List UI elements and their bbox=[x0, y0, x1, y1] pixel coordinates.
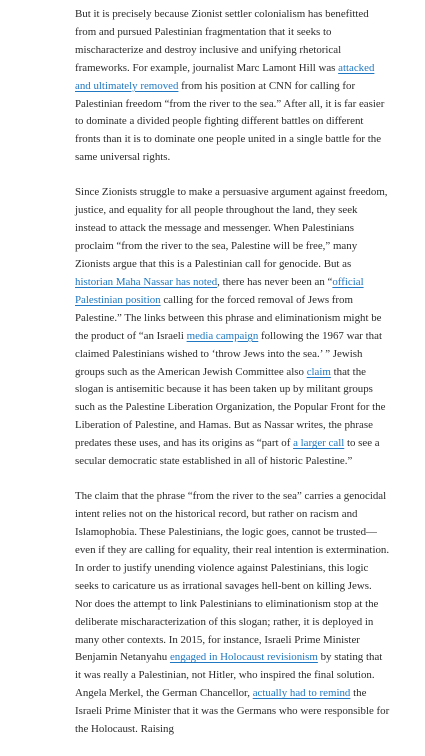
article-body bbox=[75, 6, 391, 756]
link-actually-had-to-remind[interactable]: actually had to remind bbox=[252, 687, 351, 700]
link-attacked-and-removed[interactable]: attacked and ultimately removed bbox=[75, 61, 375, 92]
text-segment: Since Zionists struggle to make a persuasive argument against freedom, justice, and equality for all people throughout the land, they seek instead to attack the message and messenger. When Palestinians proclaim “from the river to the sea, Palestine will be free,” many Zionists argue that this is a Palestinian call for genocide. But as bbox=[75, 186, 388, 271]
link-holocaust-revisionism[interactable]: engaged in Holocaust revisionism bbox=[169, 651, 318, 664]
text-segment: to see a secular democratic state established in all of historic Palestine.” bbox=[75, 437, 380, 468]
paragraph-1 bbox=[75, 6, 391, 167]
link-historian-maha-nassar[interactable]: historian Maha Nassar has noted bbox=[75, 275, 218, 288]
paragraph-3 bbox=[75, 488, 391, 739]
text-segment: by stating that it was really a Palestinian, not Hitler, who inspired the final solution. Angela Merkel, the German Chancellor, bbox=[75, 651, 383, 700]
text-segment: that the slogan is antisemitic because it has been taken up by militant groups such as the Palestine Liberation Organization, the Popular Front for the Liberation of Palestine, and Hamas. But as Nassar writes, the phrase predates these uses, and has its origins as “part of bbox=[75, 365, 386, 450]
text-segment: calling for the forced removal of Jews from Palestine.” The links between this phrase and eliminationism might be the product of “an Israeli bbox=[75, 293, 382, 342]
text-segment: , there has never been an “ bbox=[217, 275, 333, 288]
link-a-larger-call[interactable]: a larger call bbox=[293, 437, 345, 450]
link-claim[interactable]: claim bbox=[306, 365, 331, 378]
paragraph-2 bbox=[75, 184, 391, 471]
text-segment: following the 1967 war that claimed Palestinians wished to ‘throw Jews into the sea.’ ” Jewish groups such as the American Jewish Committee also bbox=[75, 329, 382, 378]
text-segment: The claim that the phrase “from the river to the sea” carries a genocidal intent relies not on the historical record, but rather on racism and Islamophobia. These Palestinians, the logic goes, cannot be trusted—even if they are calling for equality, their real intention is extermination. In order to justify unending violence against Palestinians, this logic seeks to caricature us as irrational savages hell-bent on killing Jews. Nor does the attempt to link Palestinians to eliminationism stop at the deliberate mischaracterization of this slogan; rather, it is deployed in many other contexts. In 2015, for instance, Israeli Prime Minister Benjamin Netanyahu bbox=[75, 490, 390, 664]
link-official-palestinian-position[interactable]: official Palestinian position bbox=[75, 275, 364, 306]
text-segment: But it is precisely because Zionist settler colonialism has benefitted from and pursued Palestinian fragmentation that it seeks to mischaracterize and destroy inclusive and unifying rhetorical frameworks. For example, journalist Marc Lamont Hill was bbox=[75, 8, 369, 74]
text-segment: from his position at CNN for calling for Palestinian freedom “from the river to the sea.” After all, it is far easier to dominate a divided people fighting different battles on different fronts than it is to dominate one people united in a single battle for the same universal rights. bbox=[75, 79, 385, 164]
link-media-campaign[interactable]: media campaign bbox=[186, 329, 259, 342]
text-segment: the Israeli Prime Minister that it was the Germans who were responsible for the Holocaust. Raising bbox=[75, 687, 390, 736]
